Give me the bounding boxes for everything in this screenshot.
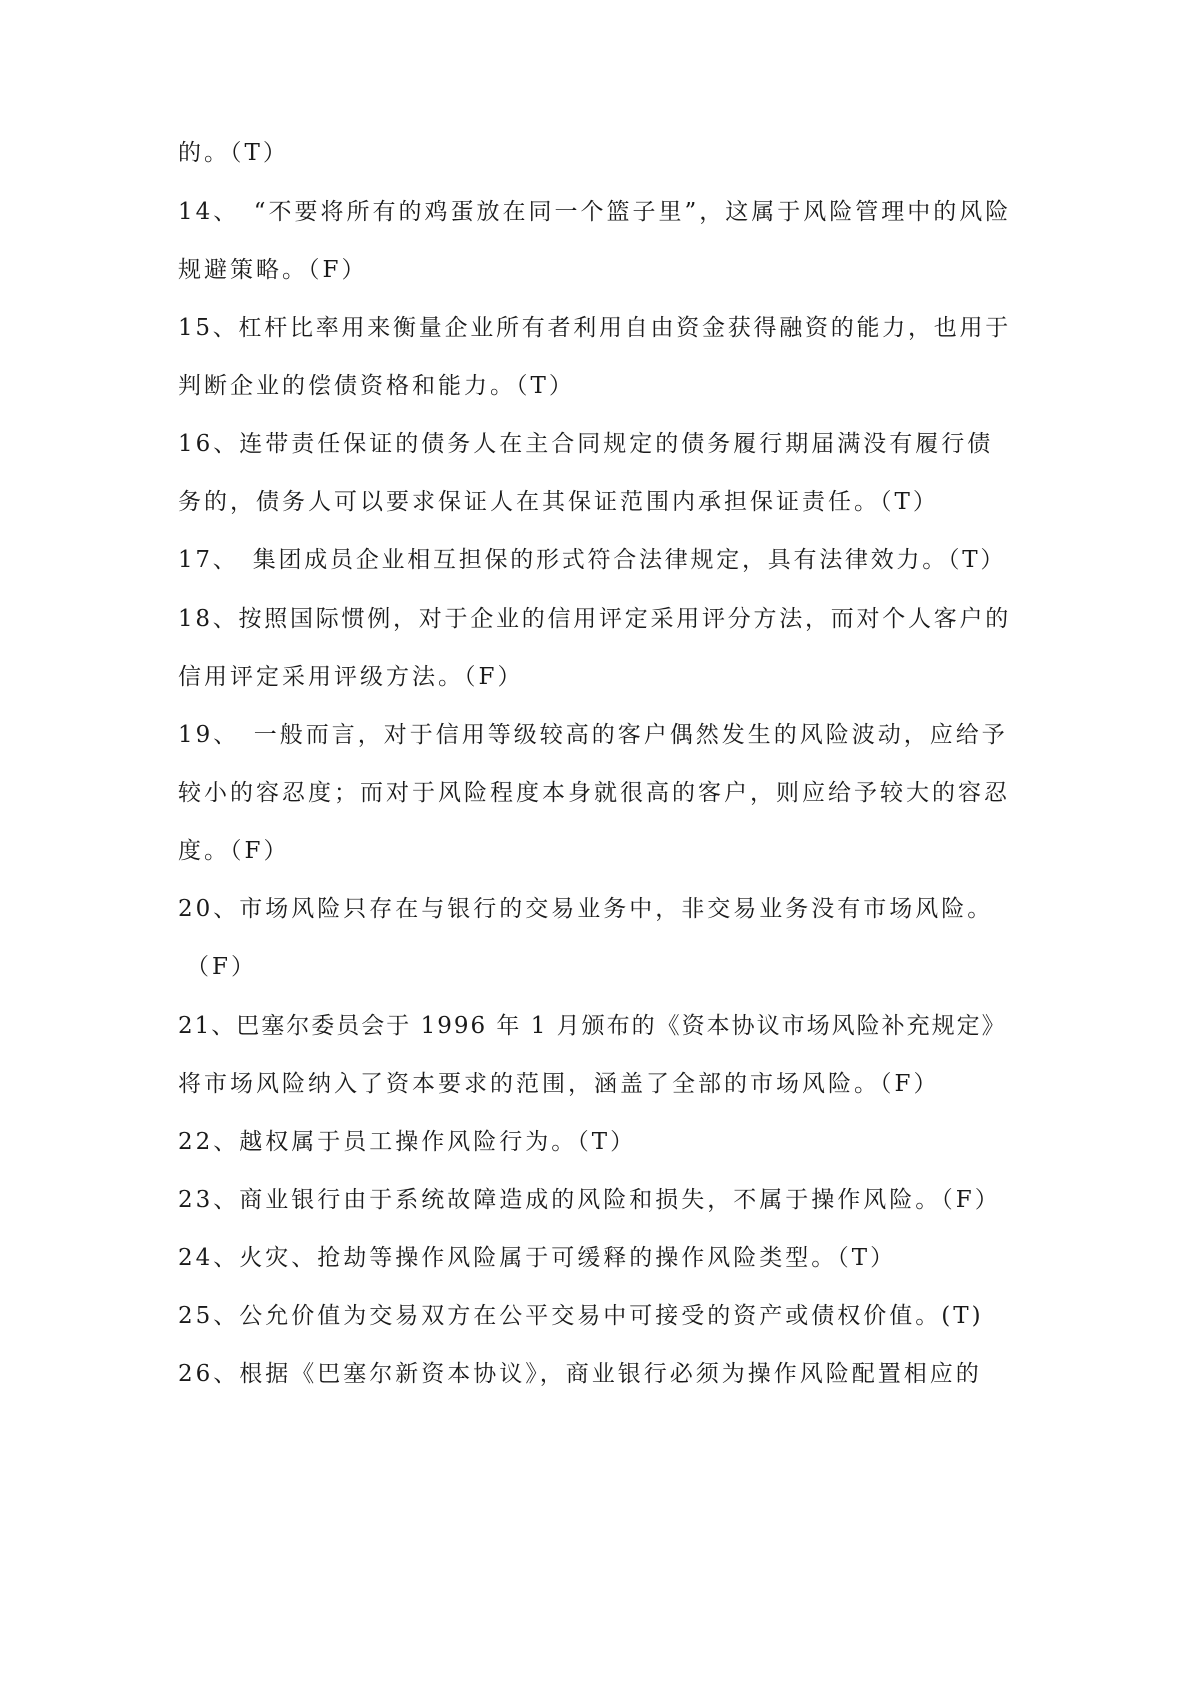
- text-line: 20、市场风险只存在与银行的交易业务中，非交易业务没有市场风险。: [178, 896, 994, 922]
- text-line: 17、 集团成员企业相互担保的形式符合法律规定，具有法律效力。（T）: [178, 547, 1007, 573]
- text-line: 22、越权属于员工操作风险行为。（T）: [178, 1129, 637, 1155]
- text-line: 信用评定采用评级方法。（F）: [178, 664, 524, 690]
- text-line: 26、根据《巴塞尔新资本协议》，商业银行必须为操作风险配置相应的: [178, 1361, 982, 1387]
- text-line: 判断企业的偿债资格和能力。（T）: [178, 373, 575, 399]
- text-line: 24、火灾、抢劫等操作风险属于可缓释的操作风险类型。（T）: [178, 1245, 897, 1271]
- text-line: 规避策略。（F）: [178, 257, 368, 283]
- text-line: 25、公允价值为交易双方在公平交易中可接受的资产或债权价值。(T): [178, 1303, 984, 1329]
- text-line: 将市场风险纳入了资本要求的范围，涵盖了全部的市场风险。（F）: [178, 1071, 940, 1097]
- text-line: 19、 一般而言，对于信用等级较高的客户偶然发生的风险波动，应给予: [178, 722, 1008, 748]
- text-line: 度。（F）: [178, 838, 290, 864]
- text-line: 21、巴塞尔委员会于 1996 年 1 月颁布的《资本协议市场风险补充规定》: [178, 1013, 1007, 1039]
- text-line: 14、 “不要将所有的鸡蛋放在同一个篮子里”，这属于风险管理中的风险: [178, 199, 1012, 225]
- text-line: 15、杠杆比率用来衡量企业所有者利用自由资金获得融资的能力，也用于: [178, 315, 1012, 341]
- text-line: 较小的容忍度；而对于风险程度本身就很高的客户，则应给予较大的容忍: [178, 780, 1010, 806]
- text-line: 务的，债务人可以要求保证人在其保证范围内承担保证责任。（T）: [178, 489, 939, 515]
- text-line: 的。（T）: [178, 140, 289, 166]
- text-line: （F）: [186, 954, 257, 980]
- text-line: 18、按照国际惯例，对于企业的信用评定采用评分方法，而对个人客户的: [178, 606, 1012, 632]
- text-line: 16、连带责任保证的债务人在主合同规定的债务履行期届满没有履行债: [178, 431, 994, 457]
- text-line: 23、商业银行由于系统故障造成的风险和损失，不属于操作风险。（F）: [178, 1187, 1001, 1213]
